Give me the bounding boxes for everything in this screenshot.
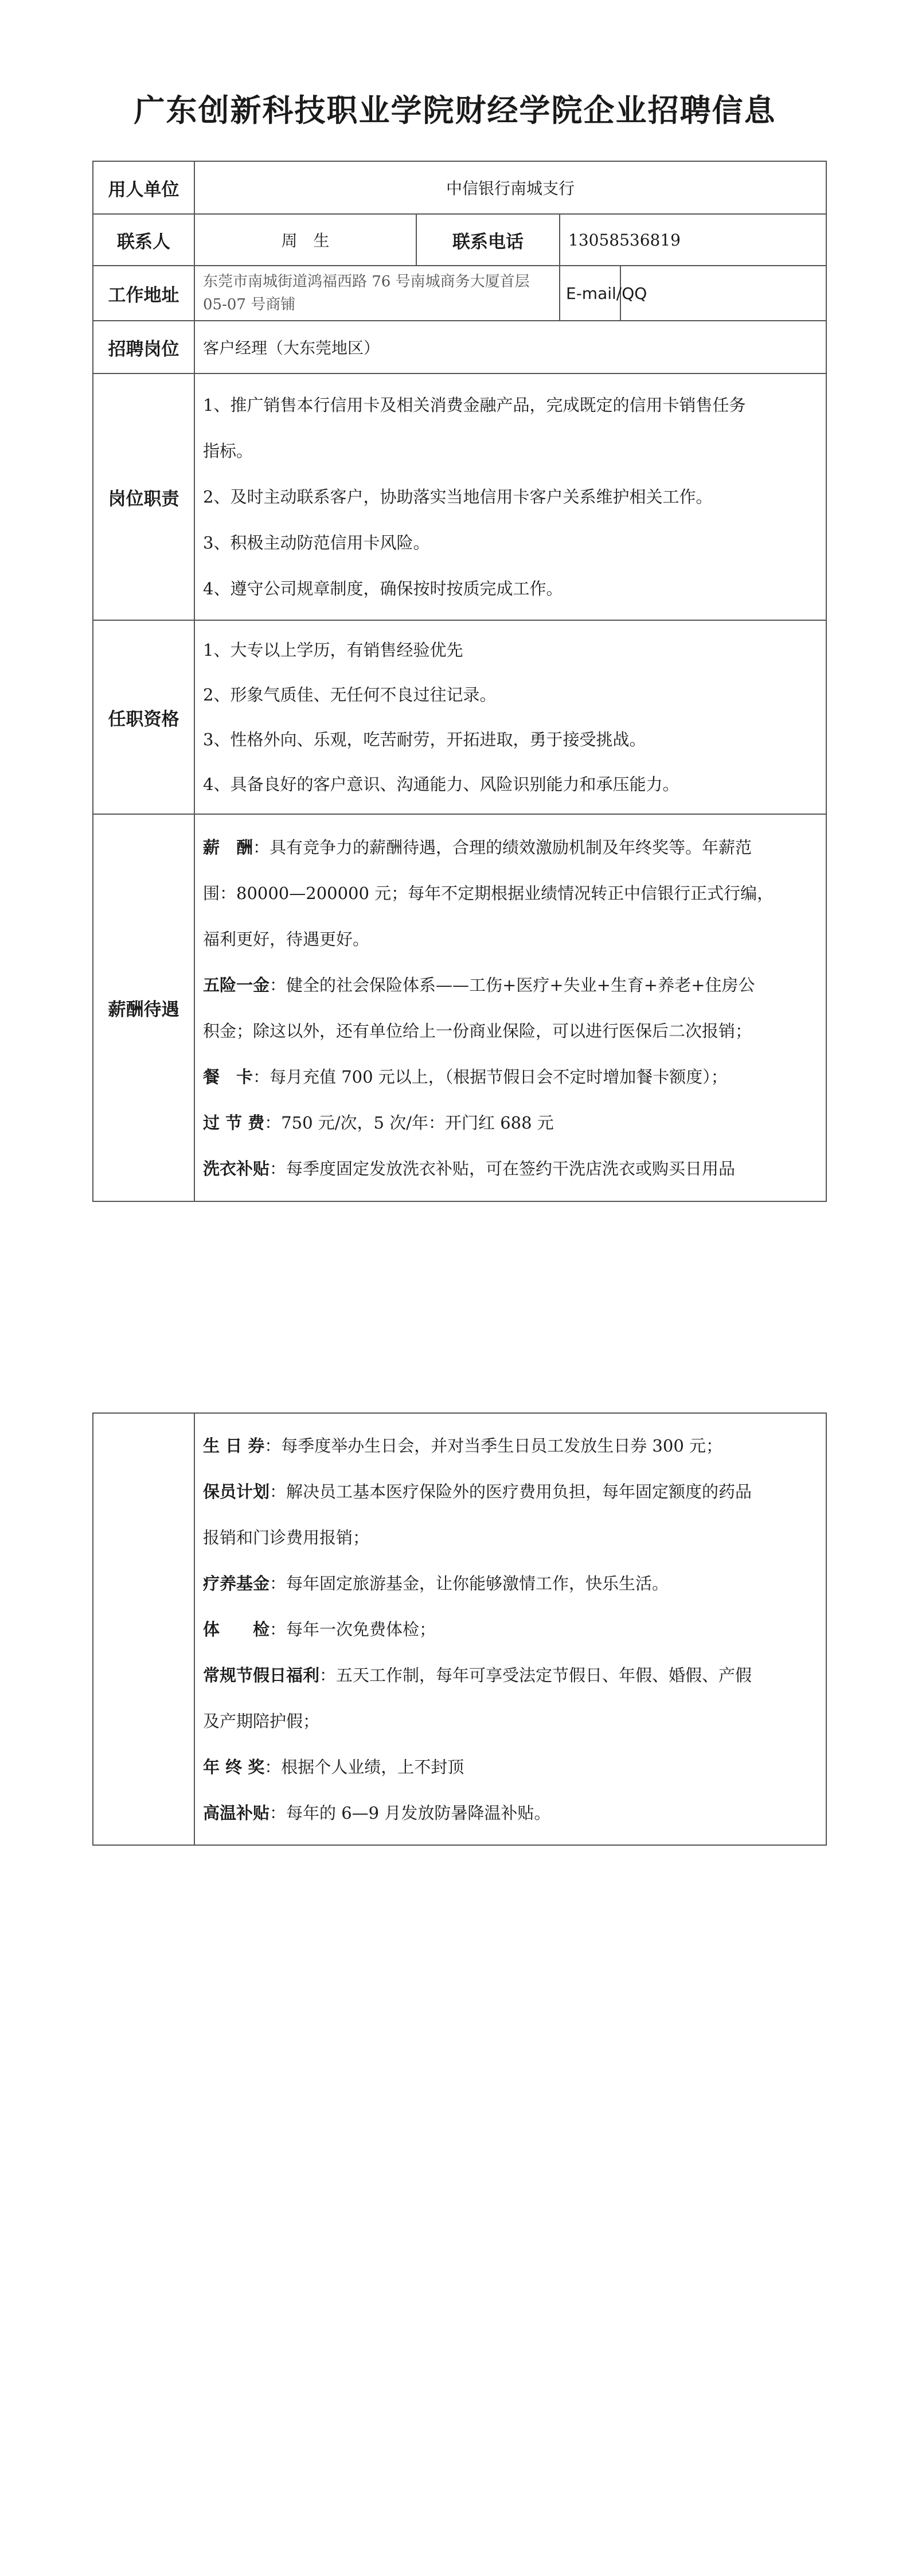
duties-line: 2、及时主动联系客户，协助落实当地信用卡客户关系维护相关工作。 — [203, 487, 713, 507]
salary-text: 福利更好，待遇更好。 — [203, 929, 370, 949]
position-label: 招聘岗位 — [93, 321, 194, 373]
benefits-line — [203, 1561, 818, 1606]
benefits-text: ：根据个人业绩，上不封顶 — [264, 1757, 464, 1777]
benefits-term: 体 检 — [203, 1619, 270, 1639]
qualifications-line: 3、性格外向、乐观，吃苦耐劳，开拓进取，勇于接受挑战。 — [203, 730, 646, 749]
contact-value: 周 生 — [194, 214, 416, 266]
benefits-table — [92, 1412, 827, 1846]
address-line-1: 东莞市南城街道鸿福西路 76 号南城商务大厦首层 — [203, 273, 530, 290]
benefits-list — [194, 1413, 826, 1845]
benefits-term: 常规节假日福利 — [203, 1665, 320, 1685]
email-label: E-mail/QQ — [560, 266, 620, 321]
benefits-line — [203, 1469, 818, 1515]
contact-label: 联系人 — [93, 214, 194, 266]
email-value — [620, 266, 826, 321]
benefits-text: ：每年的 6—9 月发放防暑降温补贴。 — [270, 1803, 551, 1823]
duties-line: 指标。 — [203, 441, 253, 461]
row-contact — [93, 214, 826, 266]
benefits-text: ：五天工作制，每年可享受法定节假日、年假、婚假、产假 — [319, 1665, 752, 1685]
benefits-line — [203, 1515, 818, 1561]
benefits-term: 生 日 券 — [203, 1435, 265, 1456]
benefits-term: 保员计划 — [203, 1481, 270, 1501]
salary-label: 薪酬待遇 — [93, 814, 194, 1201]
benefits-line — [203, 1423, 818, 1469]
duties-line: 4、遵守公司规章制度，确保按时按质完成工作。 — [203, 579, 563, 598]
benefits-line — [203, 1606, 818, 1652]
benefits-text: ：每年一次免费体检； — [270, 1619, 436, 1639]
salary-line — [203, 1146, 818, 1192]
salary-text: ：具有竞争力的薪酬待遇，合理的绩效激励机制及年终奖等。年薪范 — [253, 837, 752, 857]
row-duties — [93, 373, 826, 620]
benefits-term: 年 终 奖 — [203, 1757, 265, 1777]
duties-list — [194, 373, 826, 620]
salary-text: 围：80000—200000 元；每年不定期根据业绩情况转正中信银行正式行编， — [203, 883, 774, 903]
salary-line — [203, 1008, 818, 1054]
benefits-line — [203, 1744, 818, 1790]
salary-line — [203, 916, 818, 962]
benefits-term: 疗养基金 — [203, 1573, 270, 1593]
duties-line: 1、推广销售本行信用卡及相关消费金融产品，完成既定的信用卡销售任务 — [203, 395, 746, 415]
qualifications-list — [194, 620, 826, 814]
duties-line: 3、积极主动防范信用卡风险。 — [203, 533, 430, 552]
benefits-text: ：每年固定旅游基金，让你能够激情工作，快乐生活。 — [270, 1573, 669, 1593]
row-position — [93, 321, 826, 373]
salary-line — [203, 1100, 818, 1146]
address-value — [194, 266, 560, 321]
page-title: 广东创新科技职业学院财经学院企业招聘信息 — [134, 92, 776, 129]
employer-label: 用人单位 — [93, 161, 194, 214]
salary-line — [203, 824, 818, 870]
row-qualifications — [93, 620, 826, 814]
salary-text: ：健全的社会保险体系——工伤+医疗+失业+生育+养老+住房公 — [270, 975, 755, 995]
salary-term: 薪 酬 — [203, 837, 253, 857]
benefits-text: ：每季度举办生日会，并对当季生日员工发放生日券 300 元； — [264, 1435, 722, 1456]
benefits-text: 及产期陪护假； — [203, 1711, 320, 1731]
row-address — [93, 266, 826, 321]
benefits-text: 报销和门诊费用报销； — [203, 1527, 370, 1547]
benefits-term: 高温补贴 — [203, 1803, 270, 1823]
salary-term: 餐 卡 — [203, 1067, 253, 1087]
benefits-text: ：解决员工基本医疗保险外的医疗费用负担，每年固定额度的药品 — [270, 1481, 752, 1501]
salary-text: ：每季度固定发放洗衣补贴，可在签约干洗店洗衣或购买日用品 — [270, 1158, 736, 1178]
salary-text: ：750 元/次，5 次/年：开门红 688 元 — [264, 1112, 554, 1133]
salary-term: 五险一金 — [203, 975, 270, 995]
row-employer — [93, 161, 826, 214]
qualifications-line: 4、具备良好的客户意识、沟通能力、风险识别能力和承压能力。 — [203, 775, 679, 794]
benefits-label-cell — [93, 1413, 194, 1845]
position-value: 客户经理（大东莞地区） — [194, 321, 826, 373]
salary-line — [203, 1054, 818, 1100]
address-label: 工作地址 — [93, 266, 194, 321]
salary-term: 洗衣补贴 — [203, 1158, 270, 1178]
recruitment-table — [92, 161, 827, 1202]
phone-label: 联系电话 — [416, 214, 560, 266]
duties-label: 岗位职责 — [93, 373, 194, 620]
salary-list — [194, 814, 826, 1201]
phone-value: 13058536819 — [560, 214, 826, 266]
benefits-line — [203, 1698, 818, 1744]
salary-text: ：每月充值 700 元以上，（根据节假日会不定时增加餐卡额度）； — [253, 1067, 728, 1087]
address-line-2: 05-07 号商铺 — [203, 296, 296, 313]
salary-line — [203, 870, 818, 916]
qualifications-line: 1、大专以上学历，有销售经验优先 — [203, 640, 463, 660]
qualifications-line: 2、形象气质佳、无任何不良过往记录。 — [203, 685, 497, 705]
salary-line — [203, 962, 818, 1008]
row-benefits — [93, 1413, 826, 1845]
salary-text: 积金；除这以外，还有单位给上一份商业保险，可以进行医保后二次报销； — [203, 1021, 752, 1041]
benefits-line — [203, 1790, 818, 1836]
qualifications-label: 任职资格 — [93, 620, 194, 814]
employer-value: 中信银行南城支行 — [194, 161, 826, 214]
benefits-line — [203, 1652, 818, 1698]
salary-term: 过 节 费 — [203, 1112, 265, 1133]
row-salary — [93, 814, 826, 1201]
